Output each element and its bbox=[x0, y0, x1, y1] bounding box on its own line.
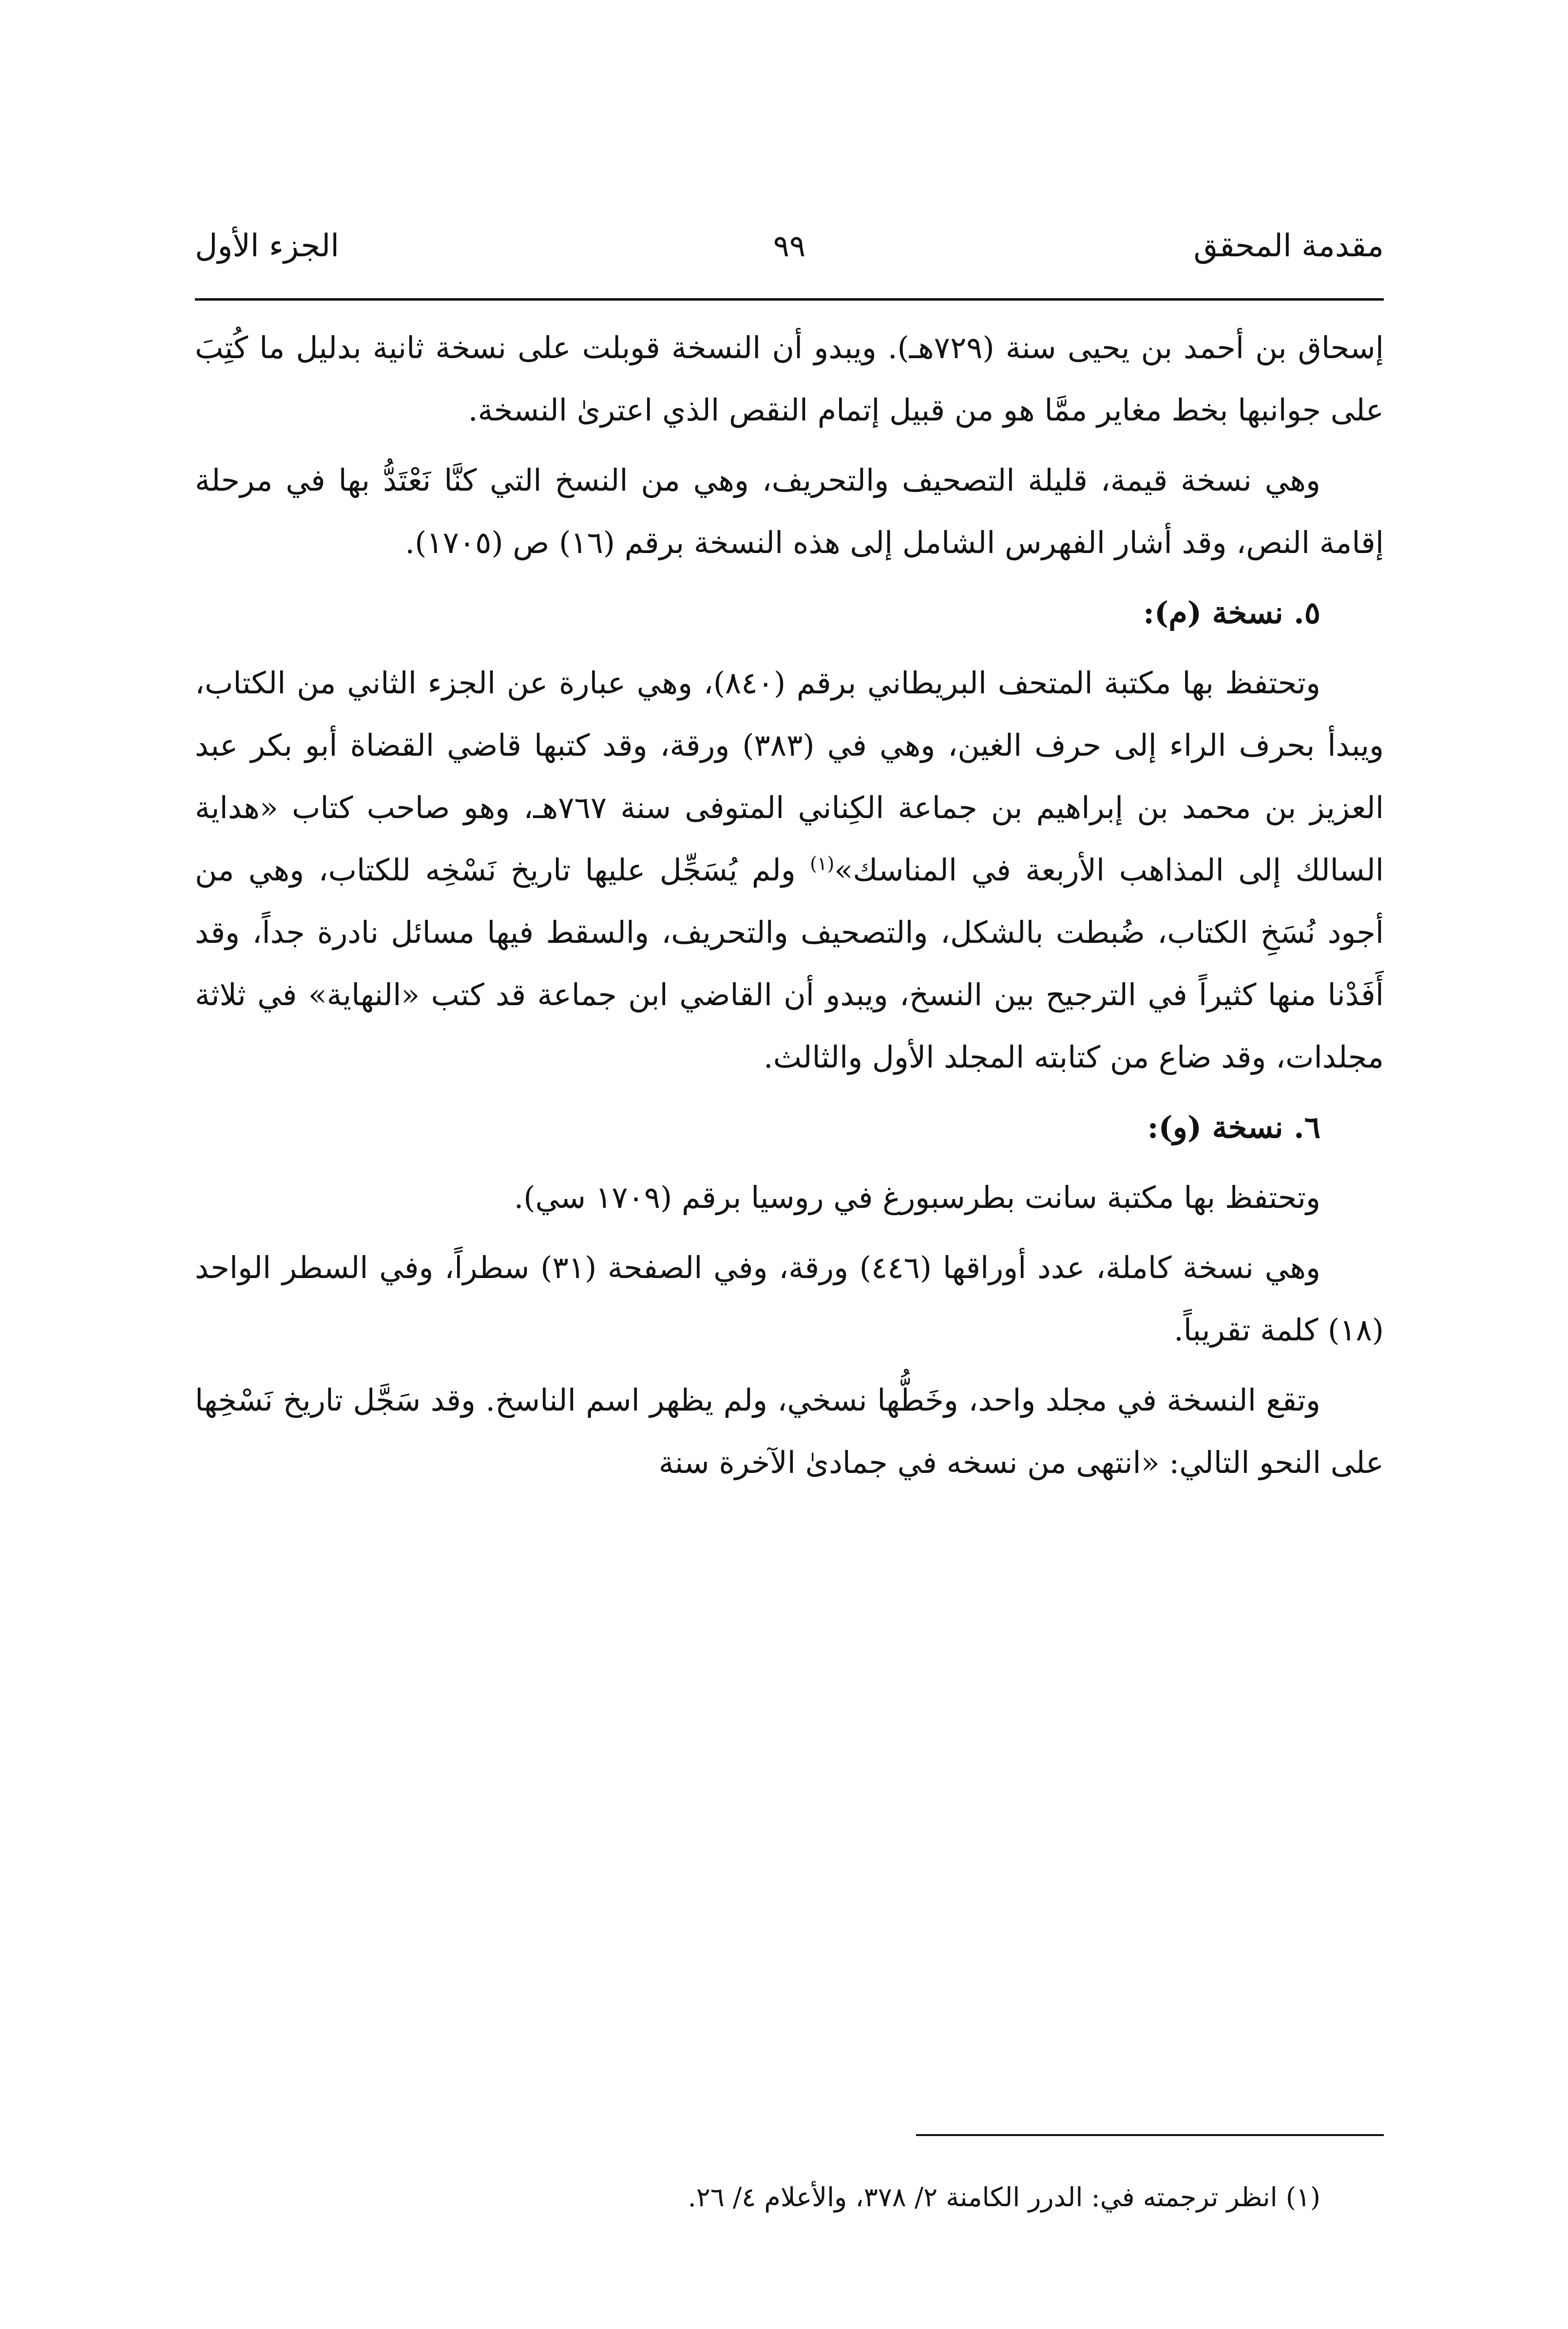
main-text bbox=[195, 317, 1384, 1502]
paragraph-5: وهي نسخة كاملة، عدد أوراقها (٤٤٦) ورقة، وفي الصفحة (٣١) سطراً، وفي السطر الواحد (١٨) كلمة تقريباً. bbox=[195, 1250, 1384, 1348]
paragraph-6: وتقع النسخة في مجلد واحد، وخَطُّها نسخي، ولم يظهر اسم الناسخ. وقد سَجَّل تاريخ نَسْخِها على النحو التالي: «انتهى من نسخه في جمادىٰ الآخرة سنة bbox=[195, 1382, 1384, 1480]
section-heading-6: ٦. نسخة (و): bbox=[1147, 1109, 1320, 1145]
paragraph-4: وتحتفظ بها مكتبة سانت بطرسبورغ في روسيا برقم (١٧٠٩ سي). bbox=[514, 1180, 1320, 1215]
running-header bbox=[195, 210, 1384, 283]
paragraph-2: وهي نسخة قيمة، قليلة التصحيف والتحريف، وهي من النسخ التي كنَّا نَعْتَدُّ بها في مرحلة إقامة النص، وقد أشار الفهرس الشامل إلى هذه النسخة برقم (١٦) ص (١٧٠٥). bbox=[195, 462, 1384, 560]
page-number: ٩٩ bbox=[773, 228, 806, 264]
paragraph-3 bbox=[195, 652, 1384, 1088]
header-volume-label: الجزء الأول bbox=[195, 228, 340, 264]
section-heading-5: ٥. نسخة (م): bbox=[1143, 595, 1320, 630]
paragraph-3-part-2: ولم يُسَجِّل عليها تاريخ نَسْخِه للكتاب، وهي من أجود نُسَخِ الكتاب، ضُبطت بالشكل، والتصحيف والتحريف، والسقط فيها مسائل نادرة جداً، وقد أَفَدْنا منها كثيراً في الترجيح بين النسخ، ويبدو أن القاضي ابن جماعة قد كتب «النهاية» في ثلاثة مجلدات، وقد ضاع من كتابته المجلد الأول والثالث. bbox=[195, 852, 1384, 1075]
footnote: (١) انظر ترجمته في: الدرر الكامنة ٢/ ٣٧٨، والأعلام ٤/ ٢٦. bbox=[688, 2182, 1320, 2213]
paragraph-3-part-1: وتحتفظ بها مكتبة المتحف البريطاني برقم (٨٤٠)، وهي عبارة عن الجزء الثاني من الكتاب، ويبدأ بحرف الراء إلى حرف الغين، وهي في (٣٨٣) ورقة، وقد كتبها قاضي القضاة أبو بكر عبد العزيز بن محمد بن إبراهيم بن جماعة الكِناني المتوفى سنة ٧٦٧هـ، وهو صاحب كتاب «هداية السالك إلى المذاهب الأربعة في المناسك» bbox=[195, 665, 1384, 888]
header-section-title: مقدمة المحقق bbox=[1193, 228, 1384, 264]
footnote-marker: (١) bbox=[810, 853, 835, 875]
header-divider bbox=[195, 298, 1384, 301]
footnote-divider bbox=[916, 2134, 1384, 2136]
paragraph-1: إسحاق بن أحمد بن يحيى سنة (٧٢٩هـ). ويبدو أن النسخة قوبلت على نسخة ثانية بدليل ما كُتِبَ على جوانبها بخط مغاير ممَّا هو من قبيل إتمام النقص الذي اعترىٰ النسخة. bbox=[195, 330, 1384, 428]
